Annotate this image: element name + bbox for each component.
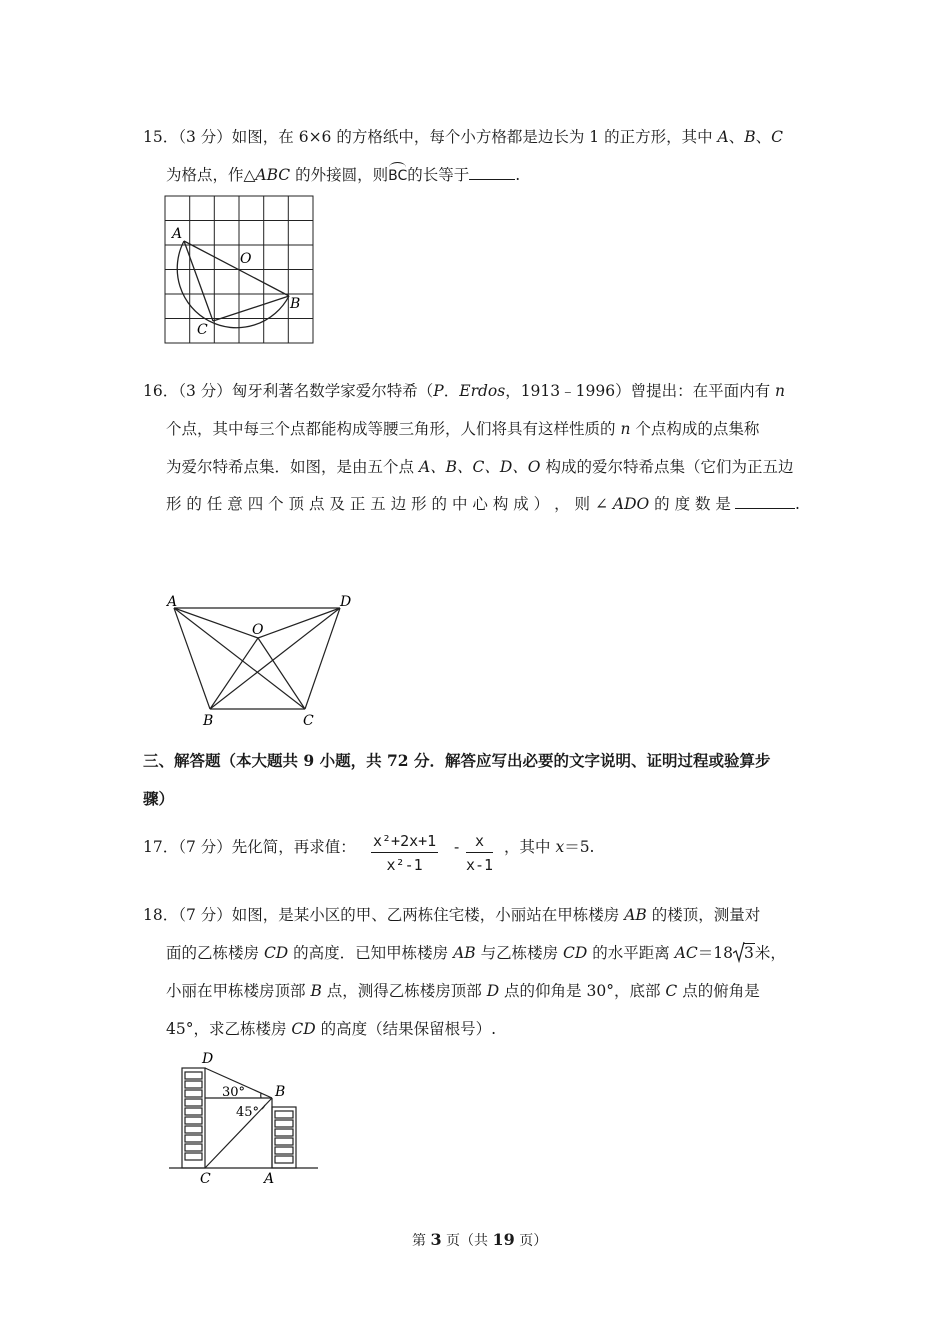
q18-text: 的楼顶，测量对	[646, 906, 761, 924]
q16-text: 构成的爱尔特希点集（它们为正五边	[540, 458, 794, 476]
q18-angle-45: 45°	[236, 1105, 260, 1120]
q18-text: 的高度（结果保留根号）.	[315, 1020, 497, 1038]
q17-fraction-2-numerator: x	[466, 832, 493, 853]
section-heading: 三、解答题（本大题共 9 小题，共 72 分．解答应写出必要的文字说明、证明过程或验算步	[143, 751, 771, 770]
q17-tail	[504, 837, 594, 857]
q17-text: 先化简，再求值：	[231, 838, 356, 856]
q16-name: Erdos	[459, 382, 506, 400]
q15-sep: 、	[728, 128, 745, 146]
q16-text: 形 的 任 意 四 个 顶 点 及 正 五 边 形 的 中 心 构 成 ） ， 则 ∠	[166, 495, 613, 513]
q15-triangle: ABC	[255, 166, 291, 184]
q17-fraction-2-denominator: x-1	[466, 856, 494, 874]
q18-seg: CD	[291, 1020, 316, 1038]
q18-text: 的水平距离	[587, 944, 675, 962]
q15-score: （3 分）	[178, 128, 232, 146]
q18-text: 的高度．已知甲栋楼房	[288, 944, 454, 962]
q18-text: 点，测得乙栋楼房顶部	[321, 982, 487, 1000]
q16-text: 的 度 数 是	[649, 495, 731, 513]
q16-line4	[166, 494, 800, 514]
q17-line	[143, 837, 356, 857]
q16-text: 个点，其中每三个点都能构成等腰三角形，人们将具有这样性质的	[166, 420, 621, 438]
q16-figure	[162, 588, 362, 733]
q16-label-b: B	[203, 713, 214, 729]
q18-score: （7 分）	[178, 906, 232, 924]
q16-text: 为爱尔特希点集．如图，是由五个点	[166, 458, 419, 476]
q16-text: 匈牙利著名数学家爱尔特希（	[231, 382, 434, 400]
q16-label-a: A	[167, 594, 178, 610]
q16-end: .	[794, 495, 800, 513]
q18-line1	[143, 905, 760, 925]
page-footer	[412, 1230, 547, 1251]
answer-blank	[735, 494, 795, 509]
q16-line1	[143, 381, 785, 401]
q18-seg: CD	[563, 944, 588, 962]
q18-seg: CD	[263, 944, 289, 962]
q18-number: 18．	[143, 906, 179, 924]
q17-number: 17．	[143, 838, 179, 856]
q17-fraction-2	[466, 832, 493, 874]
section-heading-cont: 骤）	[143, 789, 175, 808]
q16-score: （3 分）	[178, 382, 232, 400]
q17-minus: -	[454, 838, 460, 856]
q18-point: B	[310, 982, 322, 1000]
q18-text: 面的乙栋楼房	[166, 944, 264, 962]
q18-line2	[166, 943, 786, 963]
q16-name: P	[433, 382, 444, 400]
q15-label-a: A	[172, 226, 183, 242]
q16-label-c: C	[303, 713, 314, 729]
q15-text: 如图，在 6×6 的方格纸中，每个小方格都是边长为 1 的正方形，其中	[231, 128, 718, 146]
q15-point: A	[717, 128, 729, 146]
q16-line3	[166, 457, 793, 477]
q18-seg: AB	[624, 906, 647, 924]
q15-point: C	[771, 128, 783, 146]
sqrt-icon	[733, 941, 745, 963]
q15-label-c: C	[197, 322, 208, 338]
q18-text: 45°，求乙栋楼房	[166, 1020, 292, 1038]
q15-line1	[143, 127, 783, 147]
q18-sqrt	[733, 943, 755, 963]
q15-text: 的长等于	[407, 166, 470, 184]
q15-line2	[166, 165, 520, 186]
q18-label-a: A	[264, 1171, 275, 1187]
answer-blank	[469, 165, 515, 180]
q15-end: .	[515, 166, 521, 184]
q18-label-b: B	[275, 1084, 286, 1100]
q17-var: x	[555, 838, 565, 856]
q17-fraction-1-denominator: x²-1	[386, 856, 423, 874]
q18-seg: AB	[453, 944, 476, 962]
footer-text: 页）	[514, 1233, 548, 1249]
q17-text: ，其中	[504, 838, 556, 856]
q16-label-o: O	[252, 622, 264, 638]
q18-label-c: C	[200, 1171, 211, 1187]
q18-text: 与乙栋楼房	[475, 944, 564, 962]
q15-label-b: B	[290, 296, 301, 312]
q18-label-d: D	[202, 1051, 214, 1067]
q18-text: 米，	[754, 944, 786, 962]
q18-text: 点的俯角是	[677, 982, 760, 1000]
q18-line3	[166, 981, 760, 1001]
q16-text: ，1913﹣1996）曾提出：在平面内有	[505, 382, 776, 400]
q15-text: 为格点，作△	[166, 166, 256, 184]
q18-text: 点的仰角是 30°，底部	[499, 982, 666, 1000]
q18-point: D	[486, 982, 500, 1000]
total-pages: 19	[492, 1230, 515, 1249]
q18-text: ＝18	[697, 944, 733, 962]
q17-fraction-1	[371, 832, 438, 874]
q15-text: 的外接圆，则	[290, 166, 389, 184]
q16-var: n	[620, 420, 631, 438]
page-number: 3	[430, 1230, 442, 1249]
q17-score: （7 分）	[178, 838, 232, 856]
q15-figure	[160, 192, 320, 347]
q16-points: A、B、C、D、O	[418, 458, 541, 476]
q18-radicand: 3	[744, 944, 754, 962]
q16-var: n	[775, 382, 785, 400]
q15-number: 15．	[143, 128, 179, 146]
q16-label-d: D	[340, 594, 352, 610]
q18-figure	[164, 1048, 324, 1188]
q18-seg: AC	[674, 944, 698, 962]
q18-point: C	[665, 982, 678, 1000]
q17-fraction-1-numerator: x²+2x+1	[371, 832, 438, 853]
footer-text: 页（共	[441, 1233, 493, 1249]
q15-label-o: O	[240, 251, 252, 267]
q18-text: 小丽在甲栋楼房顶部	[166, 982, 311, 1000]
q16-number: 16．	[143, 382, 179, 400]
q18-angle-30: 30°	[222, 1085, 246, 1100]
q16-angle: ADO	[612, 495, 650, 513]
q18-line4	[166, 1019, 496, 1039]
q16-text: ．	[443, 382, 460, 400]
q18-text: 如图，是某小区的甲、乙两栋住宅楼，小丽站在甲栋楼房	[231, 906, 625, 924]
footer-text: 第	[412, 1233, 431, 1249]
q15-triangle-lines	[177, 241, 289, 328]
q16-line2	[166, 419, 759, 439]
q16-text: 个点构成的点集称	[630, 420, 760, 438]
q15-sep: 、	[755, 128, 772, 146]
q15-point: B	[744, 128, 756, 146]
q15-arc-bc: BC	[388, 168, 408, 184]
q17-text: ＝5.	[564, 838, 595, 856]
